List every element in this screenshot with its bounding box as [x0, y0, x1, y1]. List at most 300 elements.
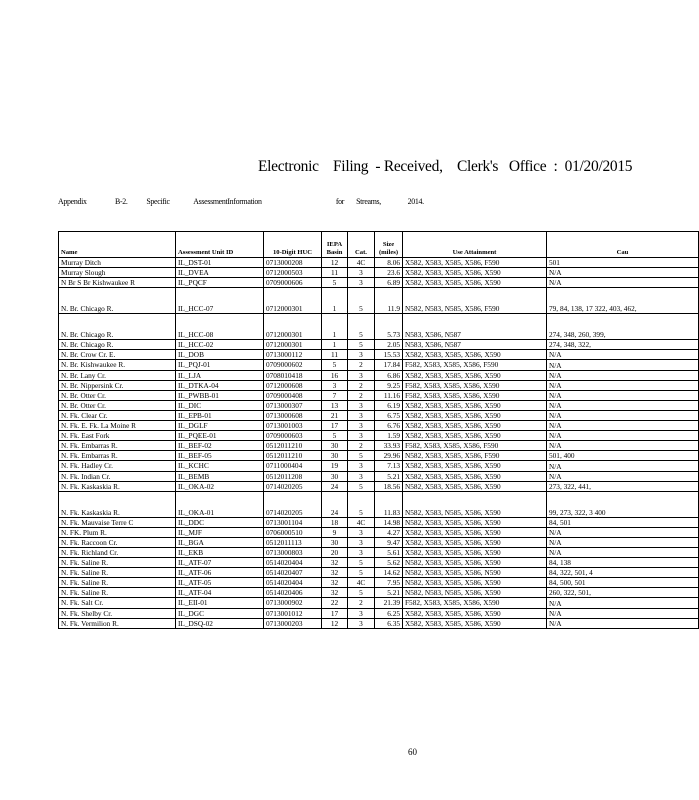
- cell-cause: N/A: [547, 547, 699, 557]
- cell-size: 29.96: [375, 451, 403, 461]
- cell-basin: 30: [322, 441, 348, 451]
- cell-cause: N/A: [547, 268, 699, 278]
- cell-name: Murray Slough: [59, 268, 176, 278]
- cell-category: 3: [348, 431, 375, 441]
- cell-size: 8.06: [375, 258, 403, 268]
- cell-use-attainment: X582, X583, X585, X586, X590: [403, 461, 547, 471]
- cell-cause: N/A: [547, 400, 699, 410]
- cell-assessment-unit-id: IL_PWBB-01: [176, 390, 264, 400]
- cell-huc: 0713000112: [264, 350, 322, 360]
- table-row: [59, 258, 699, 268]
- cell-cause: N/A: [547, 421, 699, 431]
- cell-cause: 260, 322, 501,: [547, 588, 699, 598]
- cell-size: 7.13: [375, 461, 403, 471]
- cell-category: 3: [348, 537, 375, 547]
- cell-name: N. Br. Otter Cr.: [59, 400, 176, 410]
- cell-huc: 0713001104: [264, 517, 322, 527]
- cell-assessment-unit-id: IL_KCHC: [176, 461, 264, 471]
- cell-basin: 24: [322, 481, 348, 491]
- cell-huc: 0713000902: [264, 598, 322, 608]
- cell-use-attainment: N582, X583, N585, X586, X590: [403, 491, 547, 517]
- cell-use-attainment: X582, X583, X585, X586, X590: [403, 471, 547, 481]
- cell-huc: 0709000602: [264, 360, 322, 370]
- table-row: [59, 340, 699, 350]
- header-cause: Cau: [547, 232, 699, 258]
- cell-basin: 30: [322, 451, 348, 461]
- cell-category: 3: [348, 410, 375, 420]
- cell-assessment-unit-id: IL_HCC-08: [176, 314, 264, 340]
- cell-assessment-unit-id: IL_EPB-01: [176, 410, 264, 420]
- cell-name: N. Fk. Indian Cr.: [59, 471, 176, 481]
- cell-basin: 30: [322, 537, 348, 547]
- cell-cause: 274, 348, 260, 399,: [547, 314, 699, 340]
- cell-category: 2: [348, 598, 375, 608]
- cell-size: 11.83: [375, 491, 403, 517]
- table-row: [59, 400, 699, 410]
- cell-size: 5.61: [375, 547, 403, 557]
- cell-name: N. Fk. E. Fk. La Moine R: [59, 421, 176, 431]
- cell-basin: 1: [322, 340, 348, 350]
- cell-huc: 0712000503: [264, 268, 322, 278]
- cell-assessment-unit-id: IL_ATF-04: [176, 588, 264, 598]
- cell-huc: 0512011210: [264, 441, 322, 451]
- cell-huc: 0714020205: [264, 491, 322, 517]
- cell-name: N. FK. Plum R.: [59, 527, 176, 537]
- cell-assessment-unit-id: IL_DST-01: [176, 258, 264, 268]
- table-row: [59, 598, 699, 608]
- cell-use-attainment: N582, X583, X585, X586, X590: [403, 558, 547, 568]
- cell-basin: 5: [322, 360, 348, 370]
- cell-name: N. Br. Chicago R.: [59, 288, 176, 314]
- cell-size: 5.62: [375, 558, 403, 568]
- cell-basin: 17: [322, 421, 348, 431]
- cell-assessment-unit-id: IL_DOB: [176, 350, 264, 360]
- cell-category: 4C: [348, 517, 375, 527]
- cell-cause: N/A: [547, 598, 699, 608]
- cell-use-attainment: N582, N583, N585, X586, X590: [403, 588, 547, 598]
- cell-category: 5: [348, 558, 375, 568]
- cell-basin: 3: [322, 380, 348, 390]
- table-row: [59, 471, 699, 481]
- cell-basin: 12: [322, 618, 348, 628]
- cell-basin: 12: [322, 258, 348, 268]
- cell-huc: 0514020406: [264, 588, 322, 598]
- cell-size: 6.75: [375, 410, 403, 420]
- table-row: [59, 441, 699, 451]
- cell-category: 3: [348, 618, 375, 628]
- cell-category: 5: [348, 288, 375, 314]
- cell-assessment-unit-id: IL_OKA-01: [176, 491, 264, 517]
- table-row: [59, 537, 699, 547]
- cell-basin: 20: [322, 547, 348, 557]
- cell-assessment-unit-id: IL_BGA: [176, 537, 264, 547]
- cell-assessment-unit-id: IL_BEF-05: [176, 451, 264, 461]
- cell-use-attainment: F582, X583, X585, X586, F590: [403, 360, 547, 370]
- cell-category: 5: [348, 340, 375, 350]
- cell-name: N. Fk. Salt Cr.: [59, 598, 176, 608]
- appendix-word: Appendix: [58, 196, 87, 206]
- table-row: [59, 547, 699, 557]
- cell-category: 3: [348, 471, 375, 481]
- cell-category: 3: [348, 608, 375, 618]
- cell-use-attainment: N582, X583, X585, X586, X590: [403, 578, 547, 588]
- cell-huc: 0709000603: [264, 431, 322, 441]
- cell-name: N Br S Br Kishwaukee R: [59, 278, 176, 288]
- cell-category: 4C: [348, 258, 375, 268]
- cell-use-attainment: X582, X583, X585, X586, X590: [403, 350, 547, 360]
- cell-use-attainment: N582, X583, X585, X586, X590: [403, 517, 547, 527]
- table-row: [59, 578, 699, 588]
- cell-cause: N/A: [547, 360, 699, 370]
- cell-huc: 0708010418: [264, 370, 322, 380]
- cell-assessment-unit-id: IL_DSQ-02: [176, 618, 264, 628]
- cell-size: 9.25: [375, 380, 403, 390]
- cell-name: Murray Ditch: [59, 258, 176, 268]
- cell-basin: 16: [322, 370, 348, 380]
- cell-category: 5: [348, 451, 375, 461]
- cell-huc: 0713001012: [264, 608, 322, 618]
- header-huc: 10-Digit HUC: [264, 232, 322, 258]
- cell-name: N. Fk. Raccoon Cr.: [59, 537, 176, 547]
- cell-category: 5: [348, 491, 375, 517]
- cell-name: N. Br. Kishwaukee R.: [59, 360, 176, 370]
- cell-use-attainment: X582, X583, X585, X586, X590: [403, 400, 547, 410]
- cell-basin: 32: [322, 588, 348, 598]
- cell-category: 3: [348, 400, 375, 410]
- cell-use-attainment: X582, X583, X585, X586, X590: [403, 278, 547, 288]
- table-row: [59, 314, 699, 340]
- cell-assessment-unit-id: IL_EKB: [176, 547, 264, 557]
- cell-cause: N/A: [547, 461, 699, 471]
- cell-size: 11.9: [375, 288, 403, 314]
- header-use-attainment: Use Attainment: [403, 232, 547, 258]
- cell-name: N. Fk. Kaskaskia R.: [59, 491, 176, 517]
- cell-basin: 1: [322, 288, 348, 314]
- cell-name: N. Fk. Saline R.: [59, 578, 176, 588]
- cell-cause: N/A: [547, 471, 699, 481]
- cell-size: 18.56: [375, 481, 403, 491]
- cell-use-attainment: X582, X583, X585, X586, X590: [403, 268, 547, 278]
- table-row: [59, 461, 699, 471]
- cell-use-attainment: F582, X583, X585, X586, X590: [403, 598, 547, 608]
- table-row: [59, 421, 699, 431]
- cell-assessment-unit-id: IL_BEMB: [176, 471, 264, 481]
- cell-huc: 0709000408: [264, 390, 322, 400]
- cell-cause: 501, 400: [547, 451, 699, 461]
- cell-category: 4C: [348, 578, 375, 588]
- cell-use-attainment: N582, X583, X585, X586, N590: [403, 568, 547, 578]
- cell-cause: 84, 138: [547, 558, 699, 568]
- cell-huc: 0709000606: [264, 278, 322, 288]
- cell-use-attainment: F582, X583, X585, X586, F590: [403, 441, 547, 451]
- cell-cause: N/A: [547, 410, 699, 420]
- cell-category: 3: [348, 421, 375, 431]
- cell-huc: 0713000803: [264, 547, 322, 557]
- cell-assessment-unit-id: IL_ATF-07: [176, 558, 264, 568]
- cell-use-attainment: N583, X586, N587: [403, 340, 547, 350]
- cell-size: 6.19: [375, 400, 403, 410]
- cell-basin: 19: [322, 461, 348, 471]
- cell-size: 6.35: [375, 618, 403, 628]
- cell-assessment-unit-id: IL_DIC: [176, 400, 264, 410]
- cell-use-attainment: N582, N583, N585, X586, F590: [403, 288, 547, 314]
- table-row: [59, 451, 699, 461]
- table-row: [59, 278, 699, 288]
- cell-assessment-unit-id: IL_LJA: [176, 370, 264, 380]
- cell-name: N. Fk. Saline R.: [59, 558, 176, 568]
- cell-size: 5.73: [375, 314, 403, 340]
- cell-assessment-unit-id: IL_BEF-02: [176, 441, 264, 451]
- cell-size: 11.16: [375, 390, 403, 400]
- cell-size: 6.89: [375, 278, 403, 288]
- cell-cause: N/A: [547, 527, 699, 537]
- cell-size: 9.47: [375, 537, 403, 547]
- cell-cause: 273, 322, 441,: [547, 481, 699, 491]
- cell-use-attainment: X582, X583, X585, X586, X590: [403, 608, 547, 618]
- cell-category: 3: [348, 461, 375, 471]
- cell-basin: 18: [322, 517, 348, 527]
- cell-category: 2: [348, 380, 375, 390]
- cell-name: N. Fk. Richland Cr.: [59, 547, 176, 557]
- cell-assessment-unit-id: IL_OKA-02: [176, 481, 264, 491]
- cell-basin: 17: [322, 608, 348, 618]
- cell-cause: N/A: [547, 537, 699, 547]
- cell-use-attainment: X582, X583, X585, X586, X590: [403, 410, 547, 420]
- cell-basin: 9: [322, 527, 348, 537]
- cell-name: N. Br. Crow Cr. E.: [59, 350, 176, 360]
- table-row: [59, 380, 699, 390]
- header-size: Size (miles): [375, 232, 403, 258]
- cell-name: N. Fk. Embarras R.: [59, 451, 176, 461]
- cell-cause: N/A: [547, 431, 699, 441]
- cell-cause: N/A: [547, 370, 699, 380]
- table-row: [59, 410, 699, 420]
- cell-size: 5.21: [375, 588, 403, 598]
- cell-huc: 0512011113: [264, 537, 322, 547]
- cell-size: 14.98: [375, 517, 403, 527]
- cell-name: N. Fk. Hadley Cr.: [59, 461, 176, 471]
- cell-size: 23.6: [375, 268, 403, 278]
- table-row: [59, 360, 699, 370]
- cell-basin: 32: [322, 578, 348, 588]
- table-row: [59, 350, 699, 360]
- cell-basin: 32: [322, 568, 348, 578]
- appendix-word: Specific: [146, 196, 170, 206]
- cell-use-attainment: X582, X583, X585, X586, X590: [403, 370, 547, 380]
- table-body: [59, 258, 699, 629]
- cell-basin: 11: [322, 268, 348, 278]
- cell-cause: 84, 322, 501, 4: [547, 568, 699, 578]
- cell-use-attainment: X582, X583, X585, X586, X590: [403, 537, 547, 547]
- cell-category: 3: [348, 268, 375, 278]
- cell-huc: 0711000404: [264, 461, 322, 471]
- cell-basin: 13: [322, 400, 348, 410]
- cell-cause: 84, 500, 501: [547, 578, 699, 588]
- cell-assessment-unit-id: IL_DGC: [176, 608, 264, 618]
- cell-use-attainment: X582, X583, X585, X586, F590: [403, 258, 547, 268]
- cell-category: 5: [348, 568, 375, 578]
- table-row: [59, 588, 699, 598]
- cell-huc: 0512011208: [264, 471, 322, 481]
- table-row: [59, 608, 699, 618]
- assessment-table-container: [58, 231, 637, 719]
- cell-cause: N/A: [547, 608, 699, 618]
- cell-category: 2: [348, 390, 375, 400]
- cell-basin: 24: [322, 491, 348, 517]
- table-row: [59, 268, 699, 278]
- cell-basin: 5: [322, 431, 348, 441]
- cell-assessment-unit-id: IL_DGLF: [176, 421, 264, 431]
- cell-size: 33.93: [375, 441, 403, 451]
- cell-assessment-unit-id: IL_ATF-05: [176, 578, 264, 588]
- cell-assessment-unit-id: IL_DVEA: [176, 268, 264, 278]
- cell-name: N. Fk. Shelby Cr.: [59, 608, 176, 618]
- cell-category: 2: [348, 441, 375, 451]
- filing-stamp: Electronic Filing - Received, Clerk's Office : 01/20/2015: [258, 158, 633, 175]
- cell-use-attainment: N583, X586, N587: [403, 314, 547, 340]
- cell-huc: 0512011210: [264, 451, 322, 461]
- cell-huc: 0714020205: [264, 481, 322, 491]
- cell-assessment-unit-id: IL_HCC-02: [176, 340, 264, 350]
- appendix-word: AssessmentInformation: [193, 196, 262, 206]
- cell-huc: 0713001003: [264, 421, 322, 431]
- cell-cause: N/A: [547, 441, 699, 451]
- table-header-row: [59, 232, 699, 258]
- cell-size: 2.05: [375, 340, 403, 350]
- cell-category: 3: [348, 370, 375, 380]
- cell-category: 5: [348, 588, 375, 598]
- cell-cause: N/A: [547, 350, 699, 360]
- cell-name: N. Fk. Saline R.: [59, 568, 176, 578]
- cell-huc: 0713000203: [264, 618, 322, 628]
- header-name: Name: [59, 232, 176, 258]
- table-row: [59, 618, 699, 628]
- table-row: [59, 527, 699, 537]
- cell-name: N. Fk. Clear Cr.: [59, 410, 176, 420]
- appendix-word: Streams,: [356, 196, 381, 206]
- cell-assessment-unit-id: IL_PQCF: [176, 278, 264, 288]
- cell-name: N. Fk. Vermilion R.: [59, 618, 176, 628]
- cell-basin: 30: [322, 471, 348, 481]
- cell-name: N. Br. Otter Cr.: [59, 390, 176, 400]
- cell-basin: 1: [322, 314, 348, 340]
- cell-category: 3: [348, 278, 375, 288]
- cell-assessment-unit-id: IL_DDC: [176, 517, 264, 527]
- cell-name: N. Fk. Kaskaskia R.: [59, 481, 176, 491]
- table-row: [59, 390, 699, 400]
- cell-assessment-unit-id: IL_HCC-07: [176, 288, 264, 314]
- cell-name: N. Fk. Mauvaise Terre C: [59, 517, 176, 527]
- cell-cause: 79, 84, 138, 17 322, 403, 462,: [547, 288, 699, 314]
- cell-cause: N/A: [547, 380, 699, 390]
- cell-huc: 0712000301: [264, 314, 322, 340]
- cell-use-attainment: F582, X583, X585, X586, X590: [403, 380, 547, 390]
- cell-category: 2: [348, 360, 375, 370]
- cell-size: 1.59: [375, 431, 403, 441]
- cell-assessment-unit-id: IL_MJF: [176, 527, 264, 537]
- cell-cause: 274, 348, 322,: [547, 340, 699, 350]
- cell-name: N. Fk. Saline R.: [59, 588, 176, 598]
- cell-basin: 5: [322, 278, 348, 288]
- cell-category: 5: [348, 481, 375, 491]
- table-row: [59, 517, 699, 527]
- assessment-table: [58, 231, 699, 629]
- cell-name: N. Br. Chicago R.: [59, 340, 176, 350]
- table-row: [59, 481, 699, 491]
- table-row: [59, 568, 699, 578]
- cell-category: 3: [348, 350, 375, 360]
- cell-assessment-unit-id: IL_DTKA-04: [176, 380, 264, 390]
- appendix-word: for: [335, 196, 345, 206]
- cell-name: N. Br. Chicago R.: [59, 314, 176, 340]
- cell-size: 14.62: [375, 568, 403, 578]
- cell-huc: 0514020407: [264, 568, 322, 578]
- cell-use-attainment: X582, X583, X585, X586, X590: [403, 431, 547, 441]
- cell-huc: 0706000510: [264, 527, 322, 537]
- table-row: [59, 491, 699, 517]
- cell-huc: 0712000301: [264, 340, 322, 350]
- table-row: [59, 288, 699, 314]
- cell-size: 21.39: [375, 598, 403, 608]
- cell-cause: 501: [547, 258, 699, 268]
- cell-cause: N/A: [547, 390, 699, 400]
- cell-name: N. Br. Nippersink Cr.: [59, 380, 176, 390]
- cell-name: N. Fk. East Fork: [59, 431, 176, 441]
- cell-assessment-unit-id: IL_PQEE-01: [176, 431, 264, 441]
- cell-category: 3: [348, 527, 375, 537]
- cell-size: 7.95: [375, 578, 403, 588]
- cell-cause: N/A: [547, 618, 699, 628]
- cell-assessment-unit-id: IL_EII-01: [176, 598, 264, 608]
- cell-assessment-unit-id: IL_PQJ-01: [176, 360, 264, 370]
- header-assessment-unit-id: Assessment Unit ID: [176, 232, 264, 258]
- cell-size: 6.86: [375, 370, 403, 380]
- cell-use-attainment: X582, X583, X585, X586, X590: [403, 618, 547, 628]
- cell-assessment-unit-id: IL_ATF-06: [176, 568, 264, 578]
- cell-huc: 0514020404: [264, 558, 322, 568]
- cell-cause: 99, 273, 322, 3 400: [547, 491, 699, 517]
- table-row: [59, 558, 699, 568]
- cell-basin: 22: [322, 598, 348, 608]
- header-basin: IEPA Basin: [322, 232, 348, 258]
- cell-huc: 0712000608: [264, 380, 322, 390]
- cell-use-attainment: X582, X583, X585, X586, X590: [403, 527, 547, 537]
- cell-cause: 84, 501: [547, 517, 699, 527]
- cell-use-attainment: X582, X583, X585, X586, X590: [403, 547, 547, 557]
- cell-basin: 21: [322, 410, 348, 420]
- cell-name: N. Fk. Embarras R.: [59, 441, 176, 451]
- table-row: [59, 370, 699, 380]
- cell-basin: 32: [322, 558, 348, 568]
- cell-size: 15.53: [375, 350, 403, 360]
- cell-size: 17.84: [375, 360, 403, 370]
- cell-use-attainment: N582, X583, X585, X586, F590: [403, 451, 547, 461]
- table-row: [59, 431, 699, 441]
- cell-size: 6.76: [375, 421, 403, 431]
- cell-basin: 7: [322, 390, 348, 400]
- cell-huc: 0713000608: [264, 410, 322, 420]
- cell-huc: 0514020404: [264, 578, 322, 588]
- cell-cause: N/A: [547, 278, 699, 288]
- appendix-year: 2014.: [407, 196, 424, 206]
- cell-category: 3: [348, 547, 375, 557]
- cell-category: 5: [348, 314, 375, 340]
- cell-huc: 0713000208: [264, 258, 322, 268]
- header-category: Cat.: [348, 232, 375, 258]
- cell-size: 6.25: [375, 608, 403, 618]
- cell-size: 5.21: [375, 471, 403, 481]
- cell-use-attainment: N582, X583, X585, X586, X590: [403, 481, 547, 491]
